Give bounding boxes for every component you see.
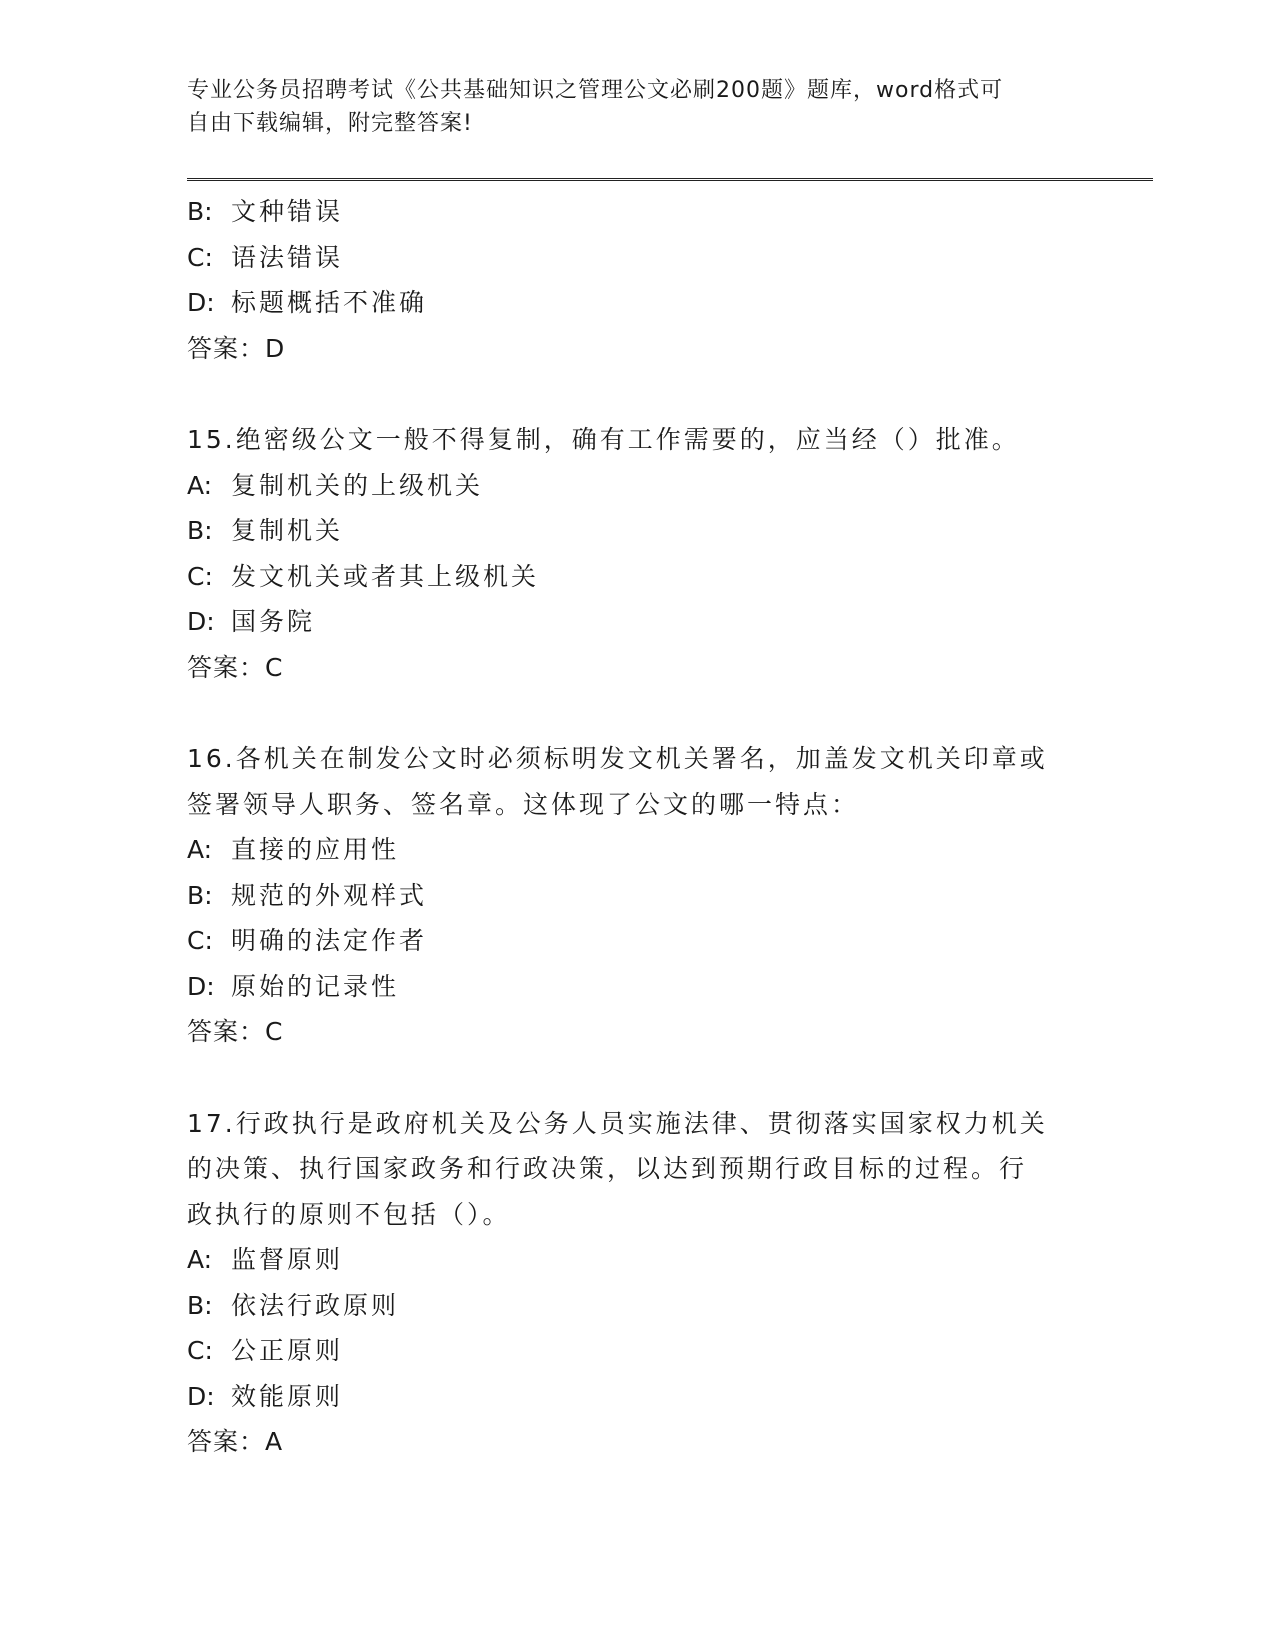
header-line-2: 自由下载编辑，附完整答案! — [187, 111, 473, 136]
question-stem-line: 16.各机关在制发公文时必须标明发文机关署名，加盖发文机关印章或 — [187, 744, 1048, 773]
answer-line: 答案：C — [187, 1017, 284, 1046]
question-stem-line: 签署领导人职务、签名章。这体现了公文的哪一特点： — [187, 789, 860, 819]
option-text: 标题概括不准确 — [231, 288, 428, 317]
option-a — [187, 827, 1087, 873]
option-a — [187, 1237, 1087, 1283]
option-letter: D: — [187, 971, 215, 1001]
question-list — [187, 189, 1087, 1465]
option-d — [187, 964, 1087, 1010]
option-letter: B: — [187, 1290, 213, 1320]
question-gap — [187, 371, 1087, 417]
option-c — [187, 235, 1087, 281]
option-letter: B: — [187, 197, 213, 226]
page-header — [187, 74, 1067, 140]
option-letter: A: — [187, 470, 213, 500]
option-text: 国务院 — [231, 607, 316, 636]
option-letter: D: — [187, 607, 215, 636]
option-text: 效能原则 — [231, 1381, 344, 1411]
option-text: 发文机关或者其上级机关 — [231, 561, 540, 591]
option-letter: B: — [187, 880, 213, 910]
option-text: 直接的应用性 — [231, 835, 400, 864]
question-block-17 — [187, 1101, 1087, 1465]
option-text: 语法错误 — [231, 242, 344, 272]
option-a — [187, 463, 1087, 509]
option-d — [187, 280, 1087, 326]
option-letter: A: — [187, 835, 213, 864]
option-letter: D: — [187, 1381, 215, 1411]
header-divider — [187, 178, 1153, 181]
option-b — [187, 508, 1087, 554]
option-letter: B: — [187, 516, 213, 545]
answer-line: 答案：A — [187, 1427, 284, 1456]
option-d — [187, 1374, 1087, 1420]
question-stem-line: 的决策、执行国家政务和行政决策，以达到预期行政目标的过程。行 — [187, 1154, 1028, 1183]
answer-line: 答案：C — [187, 652, 284, 682]
option-text: 原始的记录性 — [231, 971, 400, 1001]
option-text: 明确的法定作者 — [231, 926, 428, 955]
option-letter: C: — [187, 926, 213, 955]
answer-line: 答案：D — [187, 333, 286, 363]
option-text: 规范的外观样式 — [231, 880, 428, 910]
question-block-16 — [187, 736, 1087, 1055]
option-c — [187, 918, 1087, 964]
option-text: 公正原则 — [231, 1336, 344, 1365]
question-stem-line: 17.行政执行是政府机关及公务人员实施法律、贯彻落实国家权力机关 — [187, 1108, 1048, 1138]
question-block-14 — [187, 189, 1087, 371]
option-text: 文种错误 — [231, 197, 344, 226]
option-d — [187, 599, 1087, 645]
option-letter: C: — [187, 242, 213, 272]
option-c — [187, 554, 1087, 600]
option-letter: C: — [187, 1336, 213, 1365]
question-gap — [187, 690, 1087, 736]
option-b — [187, 1283, 1087, 1329]
option-b — [187, 873, 1087, 919]
question-stem: 15.绝密级公文一般不得复制，确有工作需要的，应当经（）批准。 — [187, 425, 1020, 454]
option-letter: A: — [187, 1245, 213, 1274]
option-text: 监督原则 — [231, 1245, 344, 1274]
question-stem-line: 政执行的原则不包括（）。 — [187, 1199, 511, 1229]
question-gap — [187, 1055, 1087, 1101]
option-text: 依法行政原则 — [231, 1290, 400, 1320]
header-line-1: 专业公务员招聘考试《公共基础知识之管理公文必刷200题》题库，word格式可 — [187, 78, 1004, 103]
option-letter: D: — [187, 288, 215, 317]
option-c — [187, 1328, 1087, 1374]
option-text: 复制机关的上级机关 — [231, 470, 484, 500]
question-block-15 — [187, 417, 1087, 690]
option-text: 复制机关 — [231, 516, 344, 545]
option-letter: C: — [187, 561, 213, 591]
option-b — [187, 189, 1087, 235]
